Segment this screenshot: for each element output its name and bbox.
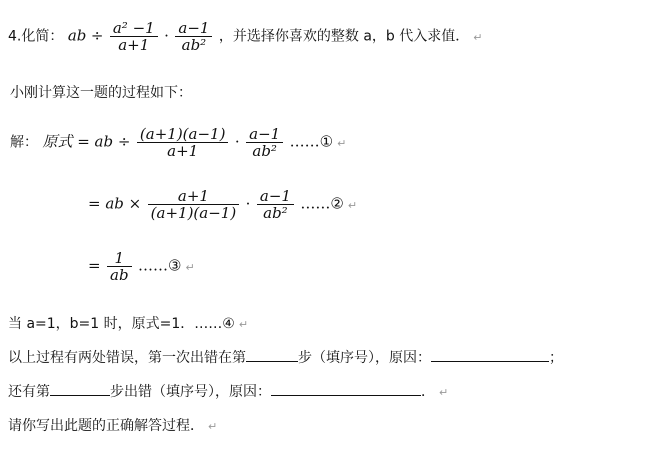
intro-text: 小刚计算这一题的过程如下： bbox=[10, 85, 192, 101]
step-3 bbox=[88, 250, 195, 283]
step-2-prefix: = ab × bbox=[88, 194, 142, 213]
step-1-fraction bbox=[137, 126, 229, 159]
step-1-prefix: 原式 = ab ÷ bbox=[42, 132, 131, 151]
step-2: = ab × $\frac{a+1}{(a+1)(a-1)}$ · $\frac{a-1}{\text{ab²}}$ ……② ↵ bbox=[88, 187, 358, 222]
answer-blank-step-1[interactable] bbox=[246, 347, 298, 362]
return-mark-icon: ↵ bbox=[473, 30, 483, 44]
solution-label: 解： bbox=[10, 134, 38, 151]
return-mark-icon: ↵ bbox=[208, 420, 218, 433]
problem-line bbox=[8, 20, 482, 53]
answer-blank-reason-2[interactable] bbox=[271, 381, 421, 396]
step-4-text: 当 a=1，b=1 时，原式=1．……④ bbox=[8, 316, 235, 332]
question-1-end: ； bbox=[549, 350, 563, 366]
problem-tail: ，并选择你喜欢的整数 a，b 代入求值． bbox=[218, 28, 470, 45]
question-1-text-b: 步（填序号），原因： bbox=[298, 350, 431, 366]
step-3-prefix: = bbox=[88, 256, 101, 275]
fraction-2-num: a−1 bbox=[178, 19, 210, 37]
step-2-fraction-2 bbox=[257, 188, 294, 221]
step-3-fraction-num: 1 bbox=[114, 249, 125, 267]
step-1-fraction-num: (a+1)(a−1) bbox=[139, 125, 226, 143]
question-2-text-b: 步出错（填序号），原因： bbox=[110, 384, 271, 400]
return-mark-icon: ↵ bbox=[337, 136, 347, 150]
return-mark-icon: ↵ bbox=[347, 198, 358, 212]
div-sign: ÷ bbox=[90, 26, 104, 45]
step-3-tag: ……③ bbox=[138, 256, 182, 275]
step-1-fraction-2-num: a−1 bbox=[249, 125, 281, 143]
question-1-text-a: 以上过程有两处错误，第一次出错在第 bbox=[8, 350, 246, 366]
fraction-1-den: a+1 bbox=[110, 36, 158, 53]
step-3-fraction-den: ab bbox=[107, 266, 132, 283]
step-2-fraction-2-den: ab² bbox=[257, 204, 294, 221]
step-2-fraction-num: a+1 bbox=[177, 187, 209, 205]
fraction-1 bbox=[110, 20, 158, 53]
question-1 bbox=[8, 347, 563, 367]
step-1-fraction-2 bbox=[246, 126, 283, 159]
problem-number: 4. bbox=[8, 28, 22, 45]
question-2-end: ． bbox=[421, 384, 435, 400]
step-3-fraction bbox=[107, 250, 132, 283]
dot-sign: · bbox=[164, 26, 169, 45]
return-mark-icon: ↵ bbox=[185, 260, 195, 274]
question-2 bbox=[8, 381, 448, 401]
step-2-tag: ……② bbox=[300, 194, 344, 213]
answer-blank-reason-1[interactable] bbox=[431, 347, 549, 362]
question-3-text: 请你写出此题的正确解答过程． bbox=[8, 418, 204, 434]
fraction-2-den: ab² bbox=[175, 36, 212, 53]
answer-blank-step-2[interactable] bbox=[50, 381, 110, 396]
step-1-fraction-den: a+1 bbox=[137, 142, 229, 159]
step-1-tag: ……① bbox=[289, 132, 334, 151]
step-2-fraction bbox=[148, 188, 240, 221]
question-2-text-a: 还有第 bbox=[8, 384, 50, 400]
question-3 bbox=[8, 415, 217, 435]
fraction-1-num: a² −1 bbox=[112, 19, 155, 37]
step-2-fraction-den: (a+1)(a−1) bbox=[148, 204, 240, 221]
expr-ab: ab bbox=[67, 26, 87, 45]
step-1: 解： 原式 = ab ÷ $\frac{(a+1)(a-1)}{a+1}$ · $\frac{a-1}{\text{ab²}}$ ……① ↵ bbox=[10, 125, 347, 160]
step-4 bbox=[8, 313, 248, 333]
step-1-fraction-2-den: ab² bbox=[246, 142, 283, 159]
step-2-fraction-2-num: a−1 bbox=[259, 187, 291, 205]
return-mark-icon: ↵ bbox=[439, 386, 449, 399]
fraction-2 bbox=[175, 20, 212, 53]
return-mark-icon: ↵ bbox=[238, 318, 249, 331]
problem-label: 化简： bbox=[21, 28, 64, 45]
